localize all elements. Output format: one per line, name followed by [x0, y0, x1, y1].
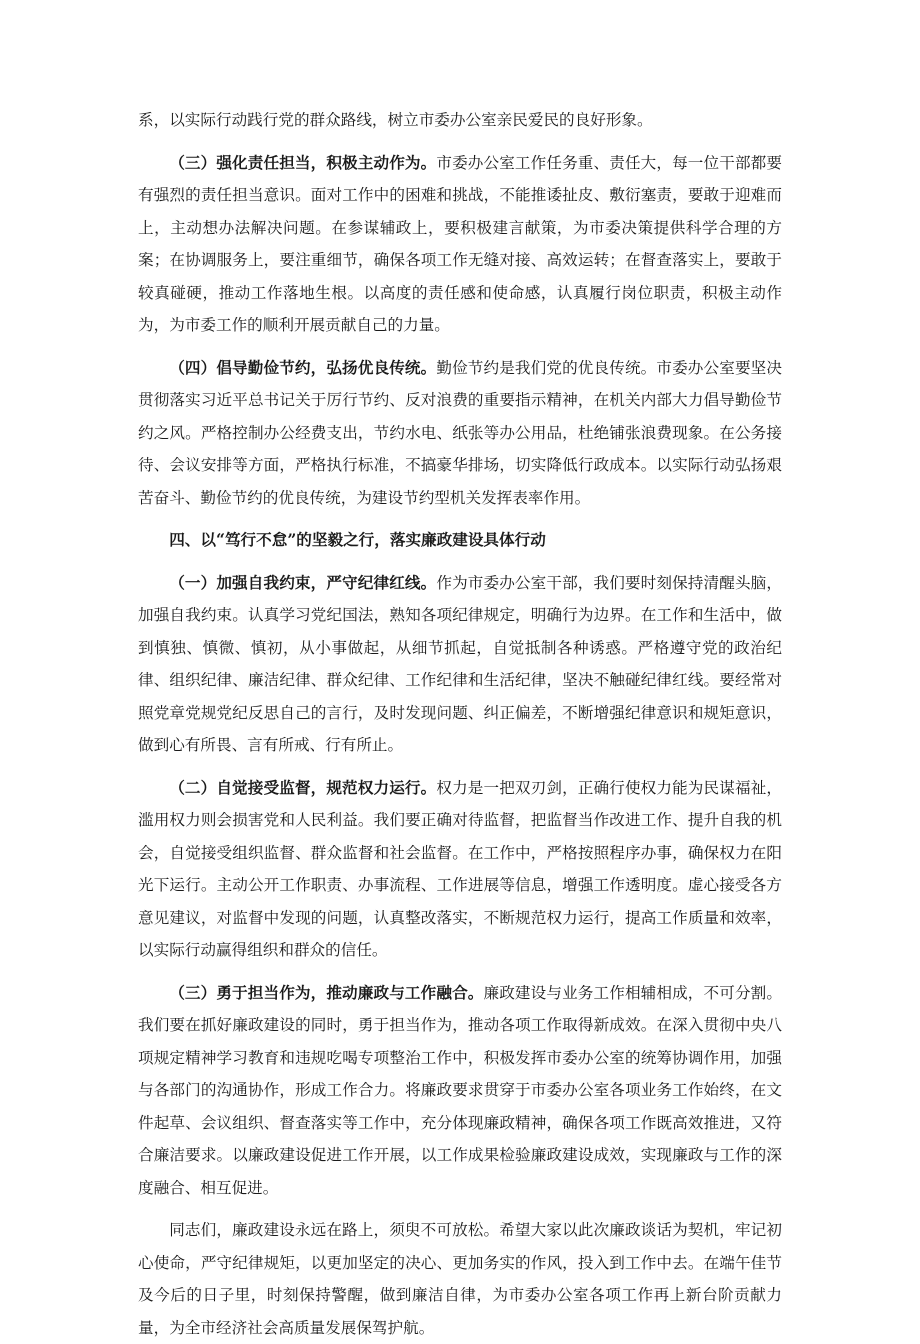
- paragraph-text: 廉政建设与业务工作相辅相成，不可分割。我们要在抓好廉政建设的同时，勇于担当作为，推动各项工作取得新成效。在深入贯彻中央八项规定精神学习教育和违规吃喝专项整治工作中，积极发挥市委办公室的统筹协调作用，加强与各部门的沟通协作，形成工作合力。将廉政要求贯穿于市委办公室各项业务工作始终，在文件起草、会议组织、督查落实等工作中，充分体现廉政精神，确保各项工作既高效推进，又符合廉洁要求。以廉政建设促进工作开展，以工作成果检验廉政建设成效，实现廉政与工作的深度融合、相互促进。: [138, 983, 782, 1197]
- paragraph-lead: （二）自觉接受监督，规范权力运行。: [169, 777, 437, 797]
- paragraph-text: 市委办公室工作任务重、责任大，每一位干部都要有强烈的责任担当意识。面对工作中的困难和挑战，不能推诿扯皮、敷衍塞责，要敢于迎难而上，主动想办法解决问题。在参谋辅政上，要积极建言献策，为市委决策提供科学合理的方案；在协调服务上，要注重细节，确保各项工作无缝对接、高效运转；在督查落实上，要敢于较真碰硬，推动工作落地生根。以高度的责任感和使命感，认真履行岗位职责，积极主动作为，为市委工作的顺利开展贡献自己的力量。: [138, 153, 782, 334]
- paragraph-closing: [138, 1214, 782, 1344]
- paragraph-text: 作为市委办公室干部，我们要时刻保持清醒头脑，加强自我约束。认真学习党纪国法，熟知各项纪律规定，明确行为边界。在工作和生活中，做到慎独、慎微、慎初，从小事做起，从细节抓起，自觉抵制各种诱惑。严格遵守党的政治纪律、组织纪律、廉洁纪律、群众纪律、工作纪律和生活纪律，坚决不触碰纪律红线。要经常对照党章党规党纪反思自己的言行，及时发现问题、纠正偏差，不断增强纪律意识和规矩意识，做到心有所畏、言有所戒、行有所止。: [138, 573, 782, 754]
- paragraph-supervision: [138, 772, 782, 967]
- paragraph-continuation: [138, 104, 782, 137]
- paragraph-self-discipline: [138, 567, 782, 762]
- paragraph-text: 权力是一把双刃剑，正确行使权力能为民谋福祉，滥用权力则会损害党和人民利益。我们要正确对待监督，把监督当作改进工作、提升自我的机会，自觉接受组织监督、群众监督和社会监督。在工作中，严格按照程序办事，确保权力在阳光下运行。主动公开工作职责、办事流程、工作进展等信息，增强工作透明度。虚心接受各方意见建议，对监督中发现的问题，认真整改落实，不断规范权力运行，提高工作质量和效率，以实际行动赢得组织和群众的信任。: [138, 778, 782, 959]
- section-heading: 四、以“笃行不怠”的坚毅之行，落实廉政建设具体行动: [169, 530, 546, 549]
- paragraph-frugality: [138, 352, 782, 515]
- paragraph-text: 同志们，廉政建设永远在路上，须臾不可放松。希望大家以此次廉政谈话为契机，牢记初心使命，严守纪律规矩，以更加坚定的决心、更加务实的作风，投入到工作中去。在端午佳节及今后的日子里，时刻保持警醒，做到廉洁自律，为市委办公室各项工作再上新台阶贡献力量，为全市经济社会高质量发展保驾护航。: [138, 1221, 782, 1337]
- paragraph-lead: （三）强化责任担当，积极主动作为。: [169, 152, 437, 172]
- paragraph-text: 勤俭节约是我们党的优良传统。市委办公室要坚决贯彻落实习近平总书记关于厉行节约、反对浪费的重要指示精神，在机关内部大力倡导勤俭节约之风。严格控制办公经费支出，节约水电、纸张等办公用品，杜绝铺张浪费现象。在公务接待、会议安排等方面，严格执行标准，不搞豪华排场，切实降低行政成本。以实际行动弘扬艰苦奋斗、勤俭节约的优良传统，为建设节约型机关发挥表率作用。: [138, 358, 782, 507]
- paragraph-lead: （四）倡导勤俭节约，弘扬优良传统。: [169, 357, 437, 377]
- paragraph-lead: （三）勇于担当作为，推动廉政与工作融合。: [169, 982, 484, 1002]
- paragraph-responsibility: [138, 147, 782, 342]
- document-body: [138, 104, 782, 1344]
- paragraph-integration: [138, 977, 782, 1205]
- paragraph-text: 系，以实际行动践行党的群众路线，树立市委办公室亲民爱民的良好形象。: [138, 111, 653, 129]
- paragraph-lead: （一）加强自我约束，严守纪律红线。: [169, 572, 437, 592]
